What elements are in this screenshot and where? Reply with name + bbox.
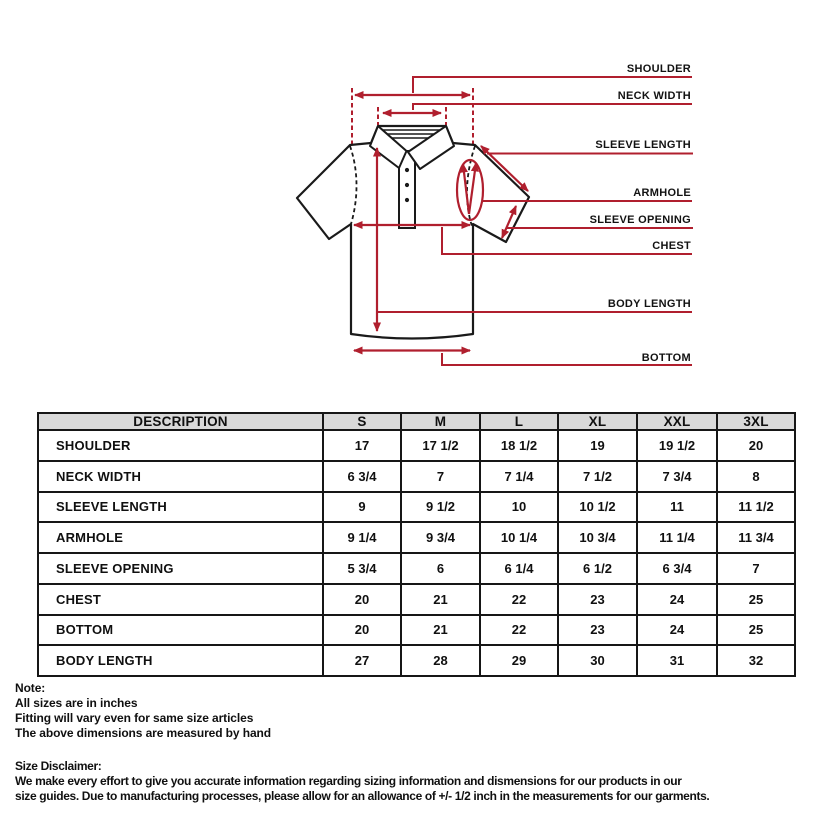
size-cell: 9 [323, 492, 401, 523]
column-header-xxl: XXL [637, 413, 717, 430]
size-cell: 19 1/2 [637, 430, 717, 461]
row-label: BODY LENGTH [38, 645, 323, 676]
size-cell: 7 [401, 461, 480, 492]
size-cell: 7 [717, 553, 795, 584]
header-row [38, 413, 795, 430]
diagram-label-bottom: BOTTOM [641, 352, 691, 364]
size-cell: 23 [558, 584, 637, 615]
size-cell: 25 [717, 584, 795, 615]
row-label: SLEEVE LENGTH [38, 492, 323, 523]
size-cell: 7 3/4 [637, 461, 717, 492]
size-cell: 31 [637, 645, 717, 676]
size-cell: 9 3/4 [401, 522, 480, 553]
size-cell: 18 1/2 [480, 430, 558, 461]
size-cell: 10 1/4 [480, 522, 558, 553]
size-cell: 10 3/4 [558, 522, 637, 553]
size-cell: 7 1/4 [480, 461, 558, 492]
row-label: ARMHOLE [38, 522, 323, 553]
size-cell: 6 3/4 [637, 553, 717, 584]
column-header-3xl: 3XL [717, 413, 795, 430]
size-cell: 6 [401, 553, 480, 584]
table-row-armhole [38, 522, 795, 553]
disclaimer-line-2: size guides. Due to manufacturing processes, please allow for an allowance of +/- 1/2 inch in the measurements for our garments. [15, 789, 710, 803]
note-line-3: The above dimensions are measured by hand [15, 726, 271, 740]
size-cell: 28 [401, 645, 480, 676]
table-row-chest [38, 584, 795, 615]
row-label: NECK WIDTH [38, 461, 323, 492]
note-line-2: Fitting will vary even for same size articles [15, 711, 254, 725]
size-cell: 17 [323, 430, 401, 461]
table-row-body-length [38, 645, 795, 676]
disclaimer-section [15, 759, 709, 804]
neck-width-connector [413, 104, 692, 110]
size-cell: 17 1/2 [401, 430, 480, 461]
table-row-shoulder [38, 430, 795, 461]
note-section [15, 681, 271, 741]
size-cell: 11 3/4 [717, 522, 795, 553]
column-header-xl: XL [558, 413, 637, 430]
row-label: BOTTOM [38, 615, 323, 646]
column-header-description: DESCRIPTION [38, 413, 323, 430]
size-cell: 20 [717, 430, 795, 461]
polo-measurement-diagram [0, 0, 825, 405]
size-cell: 29 [480, 645, 558, 676]
disclaimer-line-1: We make every effort to give you accurate information regarding sizing information and dismensions for our products in our [15, 774, 682, 788]
size-cell: 27 [323, 645, 401, 676]
diagram-label-sleeve-length: SLEEVE LENGTH [595, 139, 691, 151]
diagram-label-armhole: ARMHOLE [633, 187, 691, 199]
disclaimer-title: Size Disclaimer: [15, 759, 102, 773]
size-cell: 20 [323, 584, 401, 615]
size-cell: 6 1/2 [558, 553, 637, 584]
size-cell: 23 [558, 615, 637, 646]
row-label: CHEST [38, 584, 323, 615]
diagram-label-shoulder: SHOULDER [626, 63, 691, 75]
note-line-1: All sizes are in inches [15, 696, 138, 710]
size-chart-table [37, 412, 796, 677]
size-cell: 30 [558, 645, 637, 676]
size-cell: 5 3/4 [323, 553, 401, 584]
size-cell: 10 1/2 [558, 492, 637, 523]
polo-shirt-drawing [0, 0, 825, 405]
size-cell: 21 [401, 584, 480, 615]
row-label: SLEEVE OPENING [38, 553, 323, 584]
size-cell: 11 1/2 [717, 492, 795, 523]
row-label: SHOULDER [38, 430, 323, 461]
table-row-neck-width [38, 461, 795, 492]
size-cell: 24 [637, 615, 717, 646]
diagram-label-body-length: BODY LENGTH [607, 298, 691, 310]
size-cell: 9 1/4 [323, 522, 401, 553]
column-header-s: S [323, 413, 401, 430]
table-row-bottom [38, 615, 795, 646]
table-row-sleeve-opening [38, 553, 795, 584]
diagram-label-sleeve-opening: SLEEVE OPENING [589, 214, 691, 226]
size-cell: 11 1/4 [637, 522, 717, 553]
size-cell: 7 1/2 [558, 461, 637, 492]
size-cell: 9 1/2 [401, 492, 480, 523]
diagram-label-chest: CHEST [652, 240, 691, 252]
size-cell: 21 [401, 615, 480, 646]
size-cell: 19 [558, 430, 637, 461]
diagram-label-neck-width: NECK WIDTH [617, 90, 691, 102]
size-cell: 22 [480, 615, 558, 646]
size-cell: 8 [717, 461, 795, 492]
table-row-sleeve-length [38, 492, 795, 523]
size-cell: 11 [637, 492, 717, 523]
size-cell: 24 [637, 584, 717, 615]
size-cell: 22 [480, 584, 558, 615]
column-header-l: L [480, 413, 558, 430]
size-cell: 6 1/4 [480, 553, 558, 584]
size-cell: 20 [323, 615, 401, 646]
column-header-m: M [401, 413, 480, 430]
note-title: Note: [15, 681, 46, 695]
size-cell: 10 [480, 492, 558, 523]
size-cell: 25 [717, 615, 795, 646]
size-cell: 32 [717, 645, 795, 676]
size-cell: 6 3/4 [323, 461, 401, 492]
